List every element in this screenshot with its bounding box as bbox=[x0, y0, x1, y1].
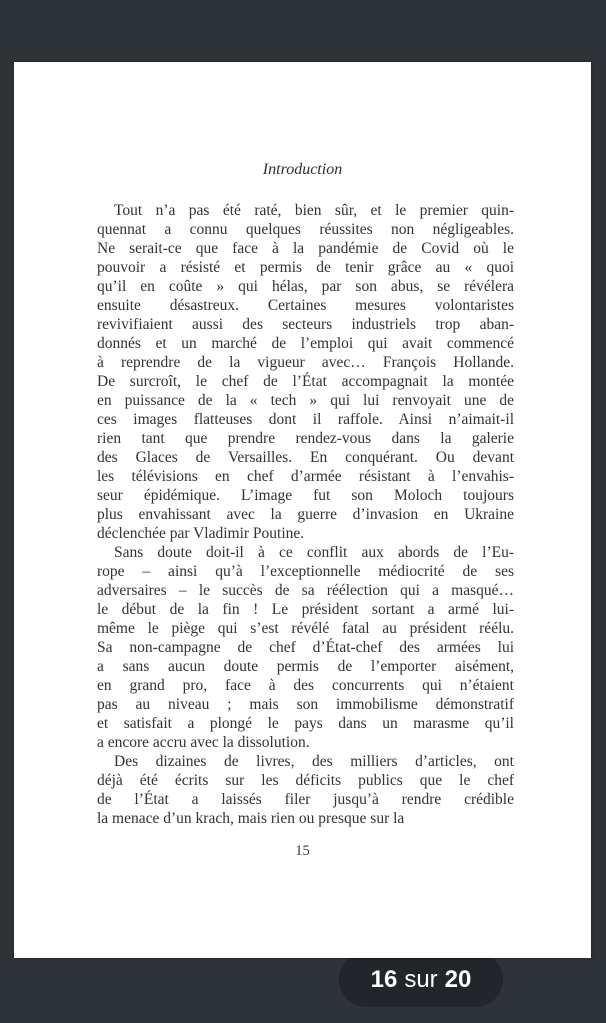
text-line: rope – ainsi qu’à l’exceptionnelle médiocrité de ses bbox=[97, 563, 514, 580]
text-block bbox=[97, 201, 514, 828]
page-counter-total: 20 bbox=[444, 965, 472, 993]
text-line: et satisfait a plongé le pays dans un marasme qu’il bbox=[97, 715, 514, 732]
text-line: Sa non-campagne de chef d’État-chef des armées lui bbox=[97, 639, 514, 656]
text-line: de l’État a laissés filer jusqu’à rendre crédible bbox=[97, 791, 514, 808]
text-line: déjà été écrits sur les déficits publics que le chef bbox=[97, 772, 514, 789]
text-line: en puissance de la « tech » qui lui renvoyait une de bbox=[97, 392, 514, 409]
text-line: Ne serait-ce que face à la pandémie de Covid où le bbox=[97, 240, 514, 257]
text-line: adversaires – le succès de sa réélection qui a masqué… bbox=[97, 582, 514, 599]
page-counter-badge bbox=[339, 952, 503, 1007]
text-line: déclenchée par Vladimir Poutine. bbox=[97, 525, 305, 542]
text-line: des Glaces de Versailles. En conquérant. Ou devant bbox=[97, 449, 514, 466]
text-line: en grand pro, face à des concurrents qui n’étaient bbox=[97, 677, 514, 694]
text-line: rien tant que prendre rendez-vous dans la galerie bbox=[97, 430, 514, 447]
text-line: la menace d’un krach, mais rien ou presque sur la bbox=[97, 810, 405, 827]
text-line: De surcroît, le chef de l’État accompagnait la montée bbox=[97, 373, 514, 390]
text-line: seur épidémique. L’image fut son Moloch toujours bbox=[97, 487, 514, 504]
text-line: qu’il en coûte » qui hélas, par son abus, se révélera bbox=[97, 278, 514, 295]
book-page[interactable] bbox=[14, 62, 591, 958]
page-counter-separator: sur bbox=[404, 965, 438, 993]
text-line: Sans doute doit-il à ce conflit aux abords de l’Eu- bbox=[114, 544, 514, 561]
text-line: le début de la fin ! Le président sortant a armé lui- bbox=[97, 601, 514, 618]
printed-page-number: 15 bbox=[295, 843, 310, 859]
text-line: les télévisions en chef d’armée résistant à l’envahis- bbox=[97, 468, 514, 485]
text-line: à reprendre de la vigueur avec… François Hollande. bbox=[97, 354, 514, 371]
text-line: ensuite désastreux. Certaines mesures volontaristes bbox=[97, 297, 514, 314]
text-line: Des dizaines de livres, des milliers d’articles, ont bbox=[114, 753, 514, 770]
text-line: pouvoir a résisté et permis de tenir grâce au « quoi bbox=[97, 259, 514, 276]
text-line: a sans aucun doute permis de l’emporter aisément, bbox=[97, 658, 514, 675]
page-counter-current: 16 bbox=[370, 965, 398, 993]
chapter-title: Introduction bbox=[262, 161, 343, 178]
text-line: ces images flatteuses dont il raffole. Ainsi n’aimait-il bbox=[97, 411, 514, 428]
text-line: plus envahissant avec la guerre d’invasion en Ukraine bbox=[97, 506, 514, 523]
text-line: a encore accru avec la dissolution. bbox=[97, 734, 310, 751]
text-line: même le piège qui s’est révélé fatal au président réélu. bbox=[97, 620, 514, 637]
text-line: Tout n’a pas été raté, bien sûr, et le premier quin- bbox=[114, 202, 514, 219]
text-line: donnés et un marché de l’emploi qui avait commencé bbox=[97, 335, 514, 352]
text-line: revivifiaient aussi des secteurs industriels trop aban- bbox=[97, 316, 514, 333]
text-line: quennat a connu quelques réussites non négligeables. bbox=[97, 221, 514, 238]
text-line: pas au niveau ; mais son immobilisme démonstratif bbox=[97, 696, 514, 713]
